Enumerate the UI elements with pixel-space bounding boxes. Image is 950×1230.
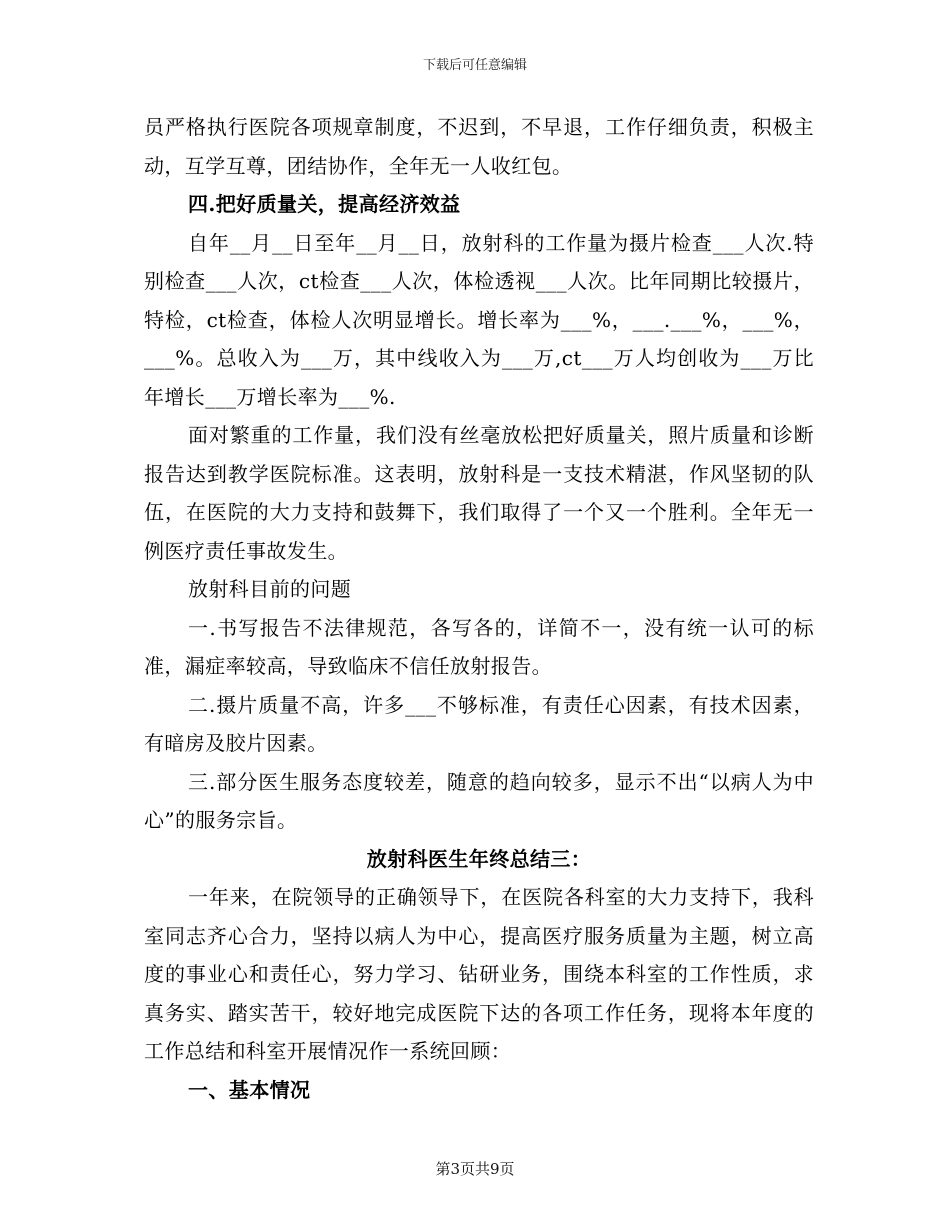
paragraph-continuation: 员严格执行医院各项规章制度，不迟到，不早退，工作仔细负责，积极主动，互学互尊，团结协作，全年无一人收红包。 [144, 115, 814, 178]
page-footer: 第3页共9页 [435, 1160, 515, 1178]
problem-item-3: 三.部分医生服务态度较差，随意的趋向较多，显示不出“以病人为中心”的服务宗旨。 [144, 769, 814, 832]
section-heading-basic: 一、基本情况 [188, 1077, 311, 1102]
summary-title: 放射科医生年终总结三： [366, 846, 592, 871]
section-heading-quality: 四.把好质量关，提高经济效益 [188, 192, 461, 216]
subheading-problems: 放射科目前的问题 [188, 577, 352, 601]
paragraph-intro: 一年来，在院领导的正确领导下，在医院各科室的大力支持下，我科室同志齐心合力，坚持以病人为中心，提高医疗服务质量为主题，树立高度的事业心和责任心，努力学习、钻研业务，围绕本科室的工作性质，求真务实、踏实苦干，较好地完成医院下达的各项工作任务，现将本年度的工作总结和科室开展情况作一系统回顾： [144, 885, 814, 1063]
problem-item-1: 一.书写报告不法律规范，各写各的，详简不一，没有统一认可的标准，漏症率较高，导致临床不信任放射报告。 [144, 615, 814, 678]
problem-item-2: 二.摄片质量不高，许多___不够标准，有责任心因素，有技术因素，有暗房及胶片因素。 [144, 692, 814, 755]
document-body [144, 108, 814, 1109]
page-header: 下载后可任意编辑 [422, 58, 527, 73]
paragraph-workload: 自年__月__日至年__月__日，放射科的工作量为摄片检查___人次.特别检查___人次，ct检查___人次，体检透视___人次。比年同期比较摄片，特检，ct检查，体检人次明显增长。增长率为___%，___.___%，___%，___%。总收入为___万，其中线收入为___万,ct___万人均创收为___万比年增长___万增长率为___%. [144, 230, 814, 409]
paragraph-quality: 面对繁重的工作量，我们没有丝毫放松把好质量关，照片质量和诊断报告达到教学医院标准。这表明，放射科是一支技术精湛，作风坚韧的队伍，在医院的大力支持和鼓舞下，我们取得了一个又一个胜利。全年无一例医疗责任事故发生。 [144, 423, 814, 563]
